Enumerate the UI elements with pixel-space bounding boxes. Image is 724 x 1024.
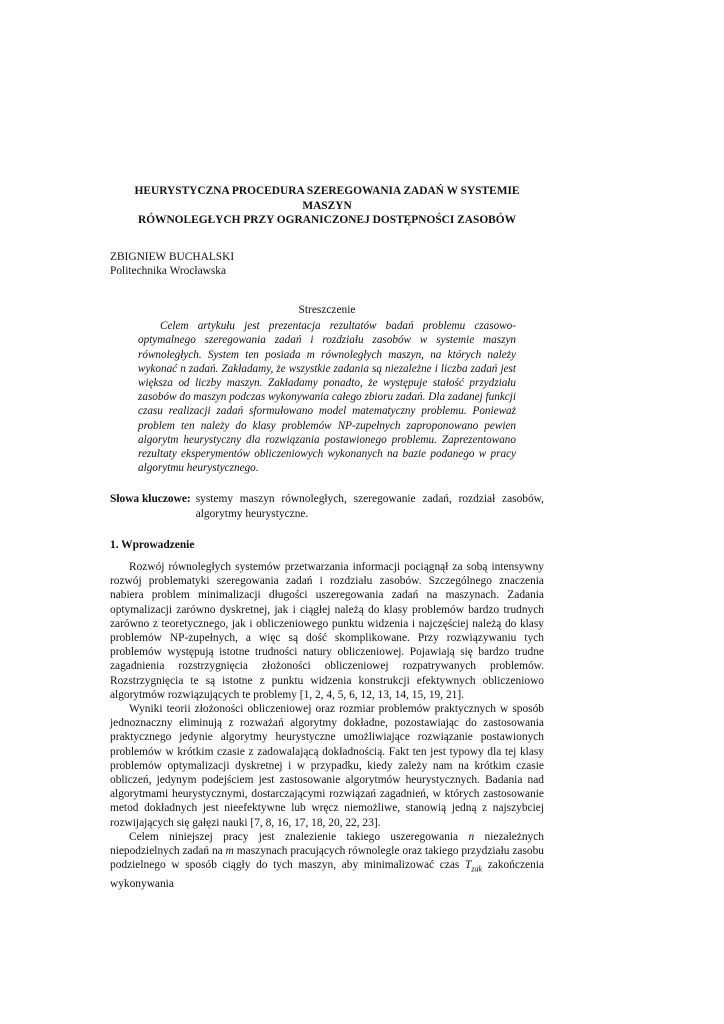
author-affiliation: Politechnika Wrocławska	[110, 264, 227, 277]
keywords	[110, 492, 544, 520]
var-m: m	[225, 845, 234, 858]
var-T-subscript: zak	[471, 864, 483, 874]
title-line-2: RÓWNOLEGŁYCH PRZY OGRANICZONEJ DOSTĘPNOŚCI ZASOBÓW	[137, 214, 517, 226]
paper-page	[110, 184, 544, 891]
para3-part-a: Celem niniejszej pracy jest znalezienie takiego uszeregowania	[129, 830, 469, 843]
intro-paragraph-1: Rozwój równoległych systemów przetwarzania informacji pociągnął za sobą intensywny rozwój problematyki szeregowania zadań i rozdziału zasobów. Szczególnego znaczenia nabiera problem minimalizacji długości uszeregowania zadań na maszynach. Zadania optymalizacji zarówno dyskretnej, jak i ciągłej należą do klasy problemów bardzo trudnych zarówno z teoretycznego, jak i obliczeniowego punktu widzenia i najczęściej należą do klasy problemów NP-zupełnych, a więc są dość skomplikowane. Przy rozwiązywaniu tych problemów występują istotne trudności natury obliczeniowej. Pojawiają się bardzo trudne zagadnienia rozstrzygnięcia złożoności obliczeniowej rozpatrywanych problemów. Rozstrzygnięcia te są istotne z punktu widzenia konstrukcji efektywnych obliczeniowo algorytmów rozwiązujących te problemy [1, 2, 4, 5, 6, 12, 13, 14, 15, 19, 21].	[110, 560, 544, 701]
abstract-text: Celem artykułu jest prezentacja rezultatów badań problemu czasowo-optymalnego szeregowania zadań i rozdziału zasobów w systemie maszyn równoległych. System ten posiada m równoległych maszyn, na których należy wykonać n zadań. Zakładamy, że wszystkie zadania są niezależne i liczba zadań jest większa od liczby maszyn. Zakładamy ponadto, że występuje stałość przydziału zasobów do maszyn podczas wykonywania całego zbioru zadań. Dla zadanej funkcji czasu realizacji zadań sformułowano model matematyczny problemu. Ponieważ problem ten należy do klasy problemów NP-zupełnych zaproponowano pewien algorytm heurystyczny dla rozwiązania postawionego problemu. Zaprezentowano rezultaty eksperymentów obliczeniowych wykonanych na bazie podanego w pracy algorytmu heurystycznego.	[138, 320, 516, 475]
section-heading-introduction: 1. Wprowadzenie	[110, 538, 195, 551]
para3-part-c: maszynach pracujących równolegle oraz takiego przydziału zasobu podzielnego w sposób ciągły do tych maszyn, aby minimalizować czas	[110, 845, 545, 872]
para3-part-b: niezależnych niepodzielnych zadań na	[110, 830, 544, 858]
var-T: T	[465, 859, 472, 872]
title-line-1: HEURYSTYCZNA PROCEDURA SZEREGOWANIA ZADAŃ W SYSTEMIE MASZYN	[134, 185, 520, 212]
author-name: ZBIGNIEW BUCHALSKI	[110, 250, 235, 263]
keywords-label: Słowa kluczowe:	[110, 493, 191, 506]
intro-paragraph-2: Wyniki teorii złożoności obliczeniowej oraz rozmiar problemów praktycznych w sposób jednoznaczny eliminują z rozważań algorytmy dokładne, pozostawiając do zastosowania praktycznego jedynie algorytmy heurystyczne umożliwiające rozwiązanie postawionych problemów w krótkim czasie z zadowalającą dokładnością. Fakt ten jest typowy dla tej klasy problemów optymalizacji dyskretnej i w przypadku, kiedy zależy nam na krótkim czasie obliczeń, jedynym podejściem jest zastosowanie algorytmów heurystycznych. Badania nad algorytmami heurystycznymi, dostarczającymi rozwiązań zagadnień, w których zastosowanie metod dokładnych jest nieefektywne lub wręcz niemożliwe, stanowią jedną z najszybciej rozwijających się gałęzi nauki [7, 8, 16, 17, 18, 20, 22, 23].	[110, 702, 544, 829]
paper-title	[110, 184, 544, 228]
abstract-heading: Streszczenie	[298, 303, 356, 316]
var-n: n	[468, 830, 475, 843]
intro-paragraph-3	[110, 830, 544, 891]
keywords-text: systemy maszyn równoległych, szeregowanie zadań, rozdział zasobów, algorytmy heurystyczne.	[195, 493, 544, 520]
author-block	[110, 250, 544, 278]
para3-part-d: zakończenia wykonywania	[110, 859, 544, 890]
